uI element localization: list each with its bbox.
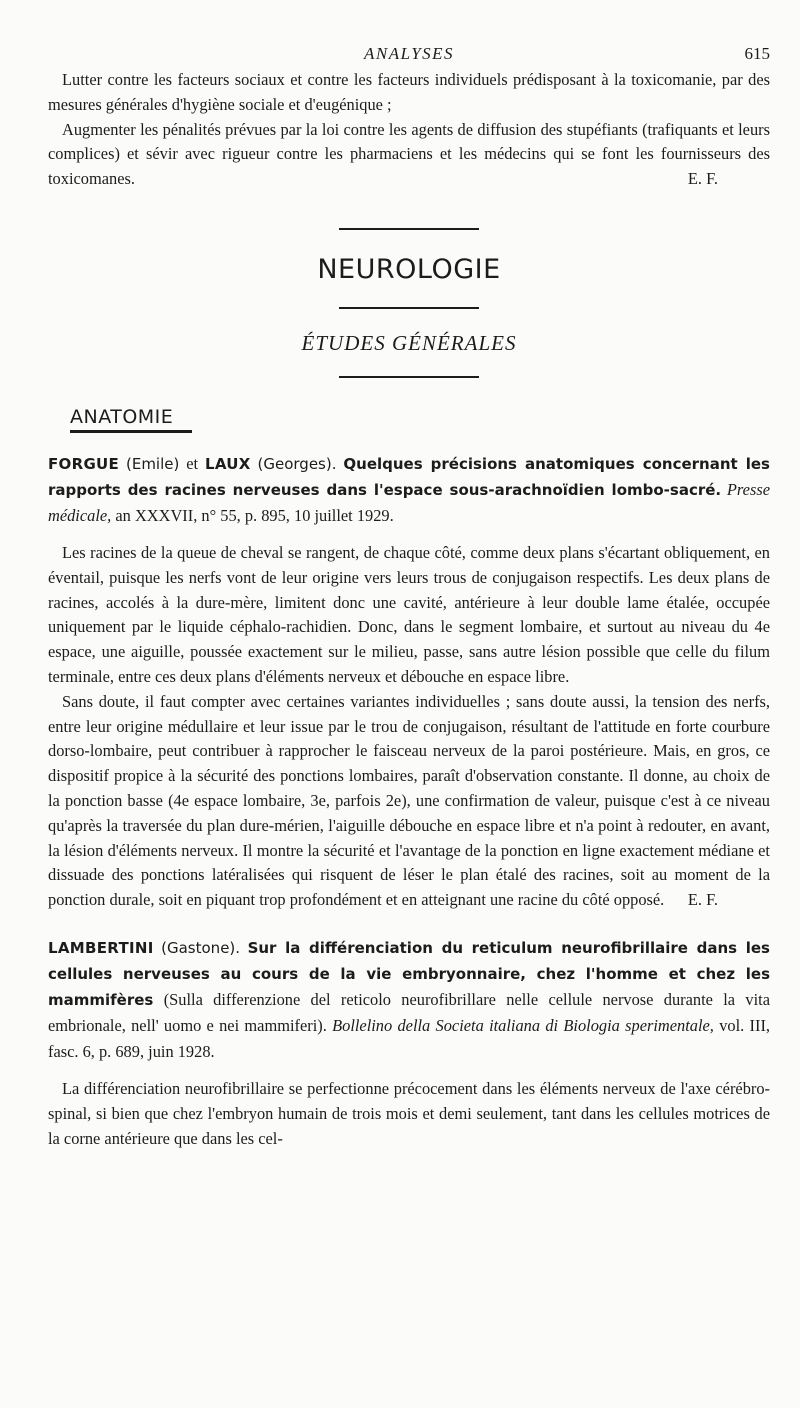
entry-1-signature: E. F. bbox=[687, 890, 718, 910]
rubric-title: ANATOMIE bbox=[70, 405, 174, 428]
entry-1-given-2: (Georges). bbox=[257, 454, 337, 473]
intro-paragraph-1: Lutter contre les facteurs sociaux et contre les facteurs individuels prédisposant à la toxicomanie, par des mesures générales d'hygiène sociale et d'eugénique ; bbox=[48, 70, 770, 114]
entry-1-paragraph-2 bbox=[48, 690, 770, 913]
entry-1-conjunction: et bbox=[186, 453, 199, 473]
entry-1-author-2: LAUX bbox=[204, 454, 251, 473]
entry-2-heading bbox=[48, 935, 770, 1065]
running-head bbox=[48, 38, 770, 68]
entry-2-reference: vol. III, fasc. 6, p. 689, juin 1928. bbox=[48, 1015, 771, 1061]
page-number: 615 bbox=[744, 44, 770, 63]
journal-page bbox=[48, 38, 770, 1151]
entry-1-author-1: FORGUE bbox=[48, 454, 120, 473]
section-rule-top bbox=[339, 228, 479, 230]
running-title: ANALYSES bbox=[363, 44, 455, 63]
entry-1-given-1: (Emile) bbox=[125, 454, 180, 473]
entry-1-title: Quelques précisions anatomiques concernant les rapports des racines nerveuses dans l'espace sous-arachnoïdien lombo-sacré. bbox=[48, 454, 770, 499]
rubric-underline bbox=[70, 430, 192, 433]
entry-2-journal: Bollelino della Societa italiana di Biologia sperimentale, bbox=[332, 1015, 714, 1035]
entry-2-original-title: (Sulla differenzione del reticolo neurofibrillare nelle cellule nervose durante la vita embrionale, nell' uomo e nei mammiferi). bbox=[48, 989, 770, 1035]
entry-2-given: (Gastone). bbox=[161, 938, 241, 957]
entry-2-author: LAMBERTINI bbox=[48, 938, 154, 957]
entry-1-journal: Presse médicale, bbox=[48, 479, 770, 525]
section-rule-bottom bbox=[339, 376, 479, 378]
entry-1-paragraph-1: Les racines de la queue de cheval se rangent, de chaque côté, comme deux plans s'écartant obliquement, en éventail, puisque les nerfs vont de leur origine vers leurs trous de conjugaison respectifs. Les deux plans de racines, accolés à la dure-mère, limitent donc une cavité, antérieure à leur double lame étalée, occupée uniquement par le liquide céphalo-rachidien. Donc, dans le segment lombaire, et surtout au niveau du 4e espace, une aiguille, poussée exactement sur le milieu, passe, sans autre lésion possible que celle du filum terminale, entre ces deux plans d'éléments nerveux et débouche en espace libre. bbox=[48, 542, 770, 686]
intro-paragraph-2-text: Augmenter les pénalités prévues par la loi contre les agents de diffusion des stupéfiants (trafiquants et leurs complices) et sévir avec rigueur contre les pharmaciens et les médecins qui se font les fournisseurs des toxicomanes. bbox=[48, 119, 770, 189]
section-title: NEUROLOGIE bbox=[317, 253, 501, 285]
section-rule-middle bbox=[339, 307, 479, 309]
entry-2-paragraph-1: La différenciation neurofibrillaire se perfectionne précocement dans les éléments nerveux de l'axe cérébro-spinal, si bien que chez l'embryon humain de trois mois et demi seulement, tant dans les cellules motrices de la corne antérieure que dans les cel- bbox=[48, 1078, 770, 1148]
subsection-title: ÉTUDES GÉNÉRALES bbox=[301, 330, 517, 355]
entry-1-heading bbox=[48, 451, 770, 529]
entry-1-reference: an XXXVII, n° 55, p. 895, 10 juillet 1929. bbox=[115, 505, 394, 525]
intro-paragraph-2 bbox=[48, 118, 770, 192]
intro-signature: E. F. bbox=[687, 169, 718, 189]
entry-1-paragraph-2-text: Sans doute, il faut compter avec certaines variantes individuelles ; sans doute aussi, la tension des nerfs, entre leur origine médullaire et leur issue par le trou de conjugaison, résultant de l'attitude en forte courbure dorso-lombaire, peut contribuer à rapprocher le faisceau nerveux de la paroi postérieure. Mais, en gros, ce dispositif propice à la sécurité des ponctions lombaires, paraît d'observation constante. Il donne, au choix de la ponction basse (4e espace lombaire, 3e, parfois 2e), une confirmation de valeur, puisque c'est à ce niveau qu'après la traversée du plan dure-mérien, l'aiguille débouche en espace libre et n'a point à redouter, en avant, la lésion d'éléments nerveux. Il montre la sécurité et l'avantage de la ponction en ligne exactement médiane et dissuade des ponctions latéralisées qui risquent de léser le plan étalé des racines, soit au moment de la ponction durale, soit en piquant trop profondément et en atteignant une racine du côté opposé. bbox=[48, 691, 770, 910]
entry-2-title: Sur la différenciation du reticulum neurofibrillaire dans les cellules nerveuses au cours de la vie embryonnaire, chez l'homme et chez les mammifères bbox=[48, 938, 770, 1009]
